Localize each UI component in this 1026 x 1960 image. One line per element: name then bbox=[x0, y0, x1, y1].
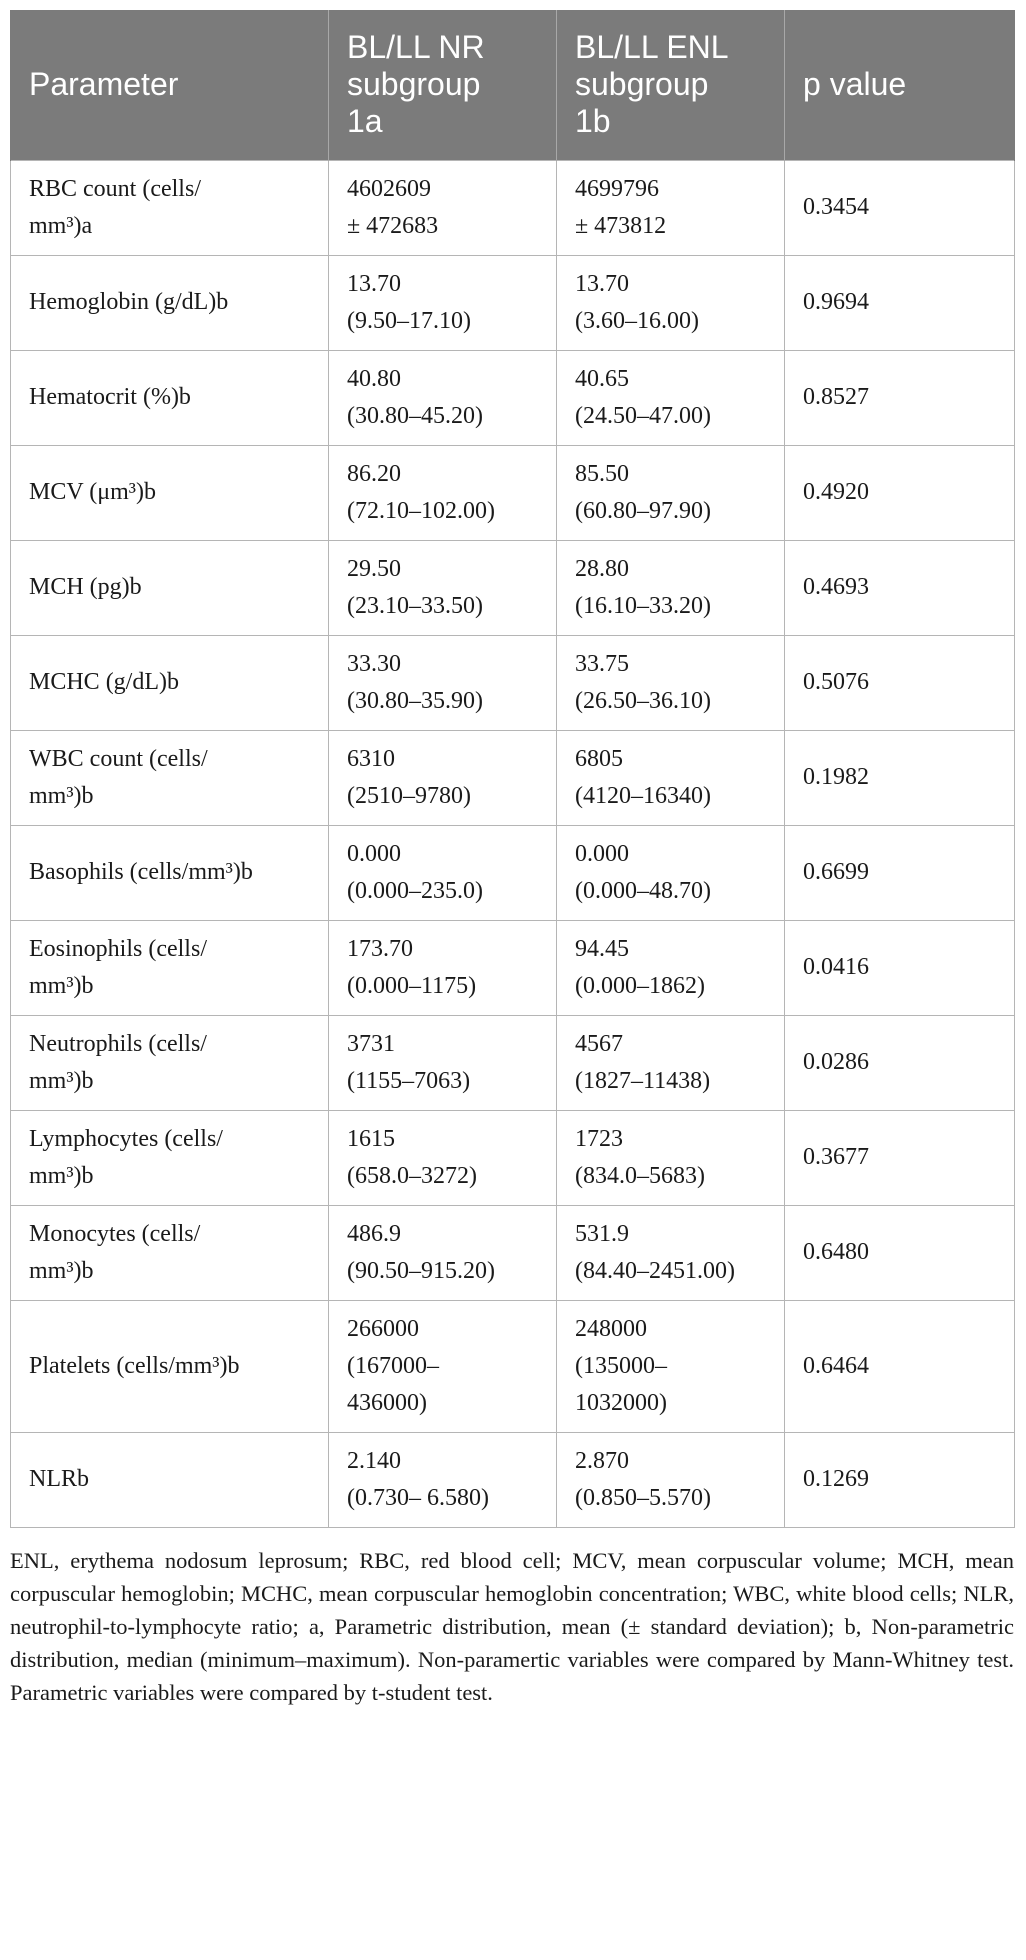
p-value-cell: 0.0416 bbox=[785, 920, 1015, 1015]
cell-line: 266000 bbox=[347, 1315, 419, 1342]
cell-line: (30.80–45.20) bbox=[347, 402, 483, 429]
table-row bbox=[11, 1432, 1015, 1527]
nr-value-cell bbox=[329, 635, 557, 730]
nr-value-cell bbox=[329, 1432, 557, 1527]
header-p-value bbox=[785, 10, 1015, 160]
parameter-cell bbox=[11, 730, 329, 825]
p-value-cell: 0.9694 bbox=[785, 255, 1015, 350]
nr-value-cell bbox=[329, 160, 557, 255]
cell-line: 486.9 bbox=[347, 1220, 401, 1247]
cell-line: Eosinophils (cells/ bbox=[29, 935, 207, 962]
parameter-cell bbox=[11, 825, 329, 920]
cell-line: (1827–11438) bbox=[575, 1067, 711, 1094]
cell-line: mm³)b bbox=[29, 782, 94, 809]
p-value-cell: 0.1982 bbox=[785, 730, 1015, 825]
cell-line: 0.000 bbox=[575, 840, 629, 867]
enl-value-cell bbox=[557, 730, 785, 825]
cell-line: 6805 bbox=[575, 745, 623, 772]
cell-line: 40.80 bbox=[347, 365, 401, 392]
table-row bbox=[11, 1205, 1015, 1300]
cell-line: 1723 bbox=[575, 1125, 623, 1152]
cell-line: 3731 bbox=[347, 1030, 395, 1057]
cell-line: (30.80–35.90) bbox=[347, 687, 483, 714]
cell-line: (135000– bbox=[575, 1352, 667, 1379]
cell-line: 1032000) bbox=[575, 1389, 667, 1416]
enl-value-cell bbox=[557, 920, 785, 1015]
enl-value-cell bbox=[557, 825, 785, 920]
cell-line: (26.50–36.10) bbox=[575, 687, 711, 714]
table-row bbox=[11, 920, 1015, 1015]
nr-value-cell bbox=[329, 350, 557, 445]
nr-value-cell bbox=[329, 540, 557, 635]
table-row bbox=[11, 1110, 1015, 1205]
cell-line: (72.10–102.00) bbox=[347, 497, 495, 524]
enl-value-cell bbox=[557, 160, 785, 255]
enl-value-cell bbox=[557, 1110, 785, 1205]
nr-value-cell bbox=[329, 1205, 557, 1300]
cell-line: WBC count (cells/ bbox=[29, 745, 208, 772]
table-row bbox=[11, 255, 1015, 350]
parameter-cell bbox=[11, 920, 329, 1015]
nr-value-cell bbox=[329, 255, 557, 350]
cell-line: 86.20 bbox=[347, 460, 401, 487]
enl-value-cell bbox=[557, 1432, 785, 1527]
parameter-cell bbox=[11, 160, 329, 255]
enl-value-cell bbox=[557, 540, 785, 635]
cell-line: Neutrophils (cells/ bbox=[29, 1030, 207, 1057]
enl-value-cell bbox=[557, 1015, 785, 1110]
header-line: BL/LL NR bbox=[347, 29, 485, 66]
p-value-cell: 0.4693 bbox=[785, 540, 1015, 635]
cell-line: (658.0–3272) bbox=[347, 1162, 477, 1189]
cell-line: (3.60–16.00) bbox=[575, 307, 699, 334]
table-row bbox=[11, 825, 1015, 920]
cell-line: (0.000–1862) bbox=[575, 972, 705, 999]
cell-line: 4602609 bbox=[347, 175, 431, 202]
p-value-cell: 0.6699 bbox=[785, 825, 1015, 920]
cell-line: 531.9 bbox=[575, 1220, 629, 1247]
enl-value-cell bbox=[557, 635, 785, 730]
parameter-cell bbox=[11, 1432, 329, 1527]
table-row bbox=[11, 160, 1015, 255]
cell-line: (90.50–915.20) bbox=[347, 1257, 495, 1284]
cell-line: Lymphocytes (cells/ bbox=[29, 1125, 223, 1152]
cell-line: 33.30 bbox=[347, 650, 401, 677]
parameter-cell bbox=[11, 1015, 329, 1110]
cell-line: (0.850–5.570) bbox=[575, 1484, 711, 1511]
table-row bbox=[11, 540, 1015, 635]
enl-value-cell bbox=[557, 1300, 785, 1432]
cell-line: (23.10–33.50) bbox=[347, 592, 483, 619]
cell-line: 2.870 bbox=[575, 1447, 629, 1474]
nr-value-cell bbox=[329, 1110, 557, 1205]
cell-line: (0.730– 6.580) bbox=[347, 1484, 489, 1511]
header-line: subgroup bbox=[347, 66, 481, 103]
cell-line: (0.000–48.70) bbox=[575, 877, 711, 904]
p-value-cell: 0.4920 bbox=[785, 445, 1015, 540]
table-header bbox=[11, 10, 1015, 160]
p-value-cell: 0.0286 bbox=[785, 1015, 1015, 1110]
p-value-cell: 0.8527 bbox=[785, 350, 1015, 445]
cell-line: (9.50–17.10) bbox=[347, 307, 471, 334]
table-row bbox=[11, 350, 1015, 445]
cell-line: (84.40–2451.00) bbox=[575, 1257, 735, 1284]
header-line: Parameter bbox=[29, 66, 179, 103]
table-row bbox=[11, 730, 1015, 825]
cell-line: 13.70 bbox=[575, 270, 629, 297]
cell-line: (167000– bbox=[347, 1352, 439, 1379]
cell-line: MCHC (g/dL)b bbox=[29, 669, 179, 695]
table-row bbox=[11, 445, 1015, 540]
cell-line: Hematocrit (%)b bbox=[29, 384, 191, 410]
parameter-cell bbox=[11, 255, 329, 350]
nr-value-cell bbox=[329, 445, 557, 540]
cell-line: Basophils (cells/mm³)b bbox=[29, 859, 253, 885]
cell-line: mm³)a bbox=[29, 212, 93, 239]
cell-line: 13.70 bbox=[347, 270, 401, 297]
cell-line: 6310 bbox=[347, 745, 395, 772]
cell-line: 28.80 bbox=[575, 555, 629, 582]
parameter-cell bbox=[11, 635, 329, 730]
header-enl-subgroup bbox=[557, 10, 785, 160]
header-row bbox=[11, 10, 1015, 160]
parameter-cell bbox=[11, 1110, 329, 1205]
parameter-cell bbox=[11, 1205, 329, 1300]
p-value-cell: 0.6480 bbox=[785, 1205, 1015, 1300]
enl-value-cell bbox=[557, 255, 785, 350]
header-nr-subgroup bbox=[329, 10, 557, 160]
cell-line: mm³)b bbox=[29, 972, 94, 999]
cell-line: 248000 bbox=[575, 1315, 647, 1342]
nr-value-cell bbox=[329, 920, 557, 1015]
header-parameter bbox=[11, 10, 329, 160]
cell-line: (2510–9780) bbox=[347, 782, 471, 809]
table-body bbox=[11, 160, 1015, 1527]
header-line: subgroup bbox=[575, 66, 709, 103]
nr-value-cell bbox=[329, 1015, 557, 1110]
nr-value-cell bbox=[329, 730, 557, 825]
cell-line: (834.0–5683) bbox=[575, 1162, 705, 1189]
cell-line: 4567 bbox=[575, 1030, 623, 1057]
table-wrapper bbox=[10, 10, 1014, 1709]
cell-line: (24.50–47.00) bbox=[575, 402, 711, 429]
header-line: p value bbox=[803, 66, 907, 103]
cell-line: 33.75 bbox=[575, 650, 629, 677]
enl-value-cell bbox=[557, 1205, 785, 1300]
table-row bbox=[11, 1015, 1015, 1110]
cell-line: MCH (pg)b bbox=[29, 574, 142, 600]
cell-line: (4120–16340) bbox=[575, 782, 711, 809]
cell-line: mm³)b bbox=[29, 1162, 94, 1189]
cell-line: 1615 bbox=[347, 1125, 395, 1152]
cell-line: RBC count (cells/ bbox=[29, 175, 201, 202]
cell-line: Monocytes (cells/ bbox=[29, 1220, 201, 1247]
parameter-cell bbox=[11, 1300, 329, 1432]
cell-line: (16.10–33.20) bbox=[575, 592, 711, 619]
cell-line: mm³)b bbox=[29, 1257, 94, 1284]
p-value-cell: 0.5076 bbox=[785, 635, 1015, 730]
cell-line: 85.50 bbox=[575, 460, 629, 487]
cell-line: 173.70 bbox=[347, 935, 413, 962]
nr-value-cell bbox=[329, 1300, 557, 1432]
cell-line: 436000) bbox=[347, 1389, 427, 1416]
parameter-cell bbox=[11, 540, 329, 635]
cell-line: (60.80–97.90) bbox=[575, 497, 711, 524]
enl-value-cell bbox=[557, 350, 785, 445]
nr-value-cell bbox=[329, 825, 557, 920]
cell-line: (0.000–1175) bbox=[347, 972, 477, 999]
cell-line: ± 473812 bbox=[575, 212, 667, 239]
cell-line: 40.65 bbox=[575, 365, 629, 392]
p-value-cell: 0.6464 bbox=[785, 1300, 1015, 1432]
table-footnote: ENL, erythema nodosum leprosum; RBC, red blood cell; MCV, mean corpuscular volume; MCH, mean corpuscular hemoglobin; MCHC, mean corpuscular hemoglobin concentration; WBC, white blood cells; NLR, neutrophil-to-lymphocyte ratio; a, Parametric distribution, mean (± standard deviation); b, Non-parametric distribution, median (minimum–maximum). Non-paramertic variables were compared by Mann-Whitney test. Parametric variables were compared by t-student test. bbox=[10, 1547, 1014, 1705]
cell-line: mm³)b bbox=[29, 1067, 94, 1094]
cell-line: ± 472683 bbox=[347, 212, 439, 239]
parameter-cell bbox=[11, 350, 329, 445]
cell-line: MCV (μm³)b bbox=[29, 479, 156, 505]
cell-line: 94.45 bbox=[575, 935, 629, 962]
table-row bbox=[11, 1300, 1015, 1432]
cell-line: (0.000–235.0) bbox=[347, 877, 483, 904]
table-row bbox=[11, 635, 1015, 730]
parameter-cell bbox=[11, 445, 329, 540]
cell-line: Platelets (cells/mm³)b bbox=[29, 1352, 240, 1379]
cell-line: 29.50 bbox=[347, 555, 401, 582]
cell-line: Hemoglobin (g/dL)b bbox=[29, 289, 229, 315]
cell-line: (1155–7063) bbox=[347, 1067, 471, 1094]
header-line: 1b bbox=[575, 103, 611, 140]
hematology-comparison-table bbox=[10, 10, 1015, 1528]
cell-line: NLRb bbox=[29, 1466, 89, 1492]
header-line: 1a bbox=[347, 103, 383, 140]
cell-line: 4699796 bbox=[575, 175, 659, 202]
header-line: BL/LL ENL bbox=[575, 29, 729, 66]
p-value-cell: 0.3454 bbox=[785, 160, 1015, 255]
cell-line: 2.140 bbox=[347, 1447, 401, 1474]
p-value-cell: 0.1269 bbox=[785, 1432, 1015, 1527]
enl-value-cell bbox=[557, 445, 785, 540]
p-value-cell: 0.3677 bbox=[785, 1110, 1015, 1205]
cell-line: 0.000 bbox=[347, 840, 401, 867]
